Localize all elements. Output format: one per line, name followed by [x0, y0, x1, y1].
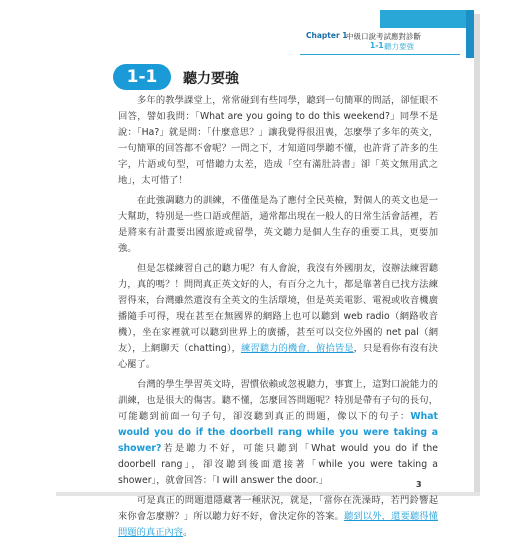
- page-shadow-right: [474, 14, 480, 492]
- header-section-title: 聽力要強: [384, 42, 414, 51]
- header-rule: [300, 54, 460, 55]
- paragraph-4-tail: 若是聽力不好，可能只聽到「What would you do if the doorbell rang」，卻沒聽到後面還接著「while you were taking a shower」，就會回答：「I will answer the door.」: [118, 443, 438, 486]
- header-chapter-label: Chapter 1: [306, 31, 348, 40]
- paragraph-3-text: 但是怎樣練習自己的聽力呢？有人會說，我沒有外國朋友，沒辦法練習聽力，真的嗎？！問問真正英文好的人，有百分之九十，都是靠著自已找方法練習得來，台灣雖然還沒有全英文的生活環境，但是英美電影、電視或收音機廣播隨手可得，現在甚至在無國界的網路上也可以聽到 web radio（網路收音機），坐在家裡就可以聽到世界上的廣播，甚至可以交位外國的 net pal（網友），上網聊天（chatting），: [118, 263, 438, 354]
- paragraph-2: [118, 193, 438, 257]
- section-title: 聽力要強: [183, 71, 239, 87]
- paragraph-1-text: 多年的教學課堂上，常常碰到有些同學，聽到一句簡單的問話，卻怔眼不回答，譬如我問：「What are you going to do this weekend?」同學不是說：「Ha?」就是問：「什麼意思？」讓我覺得很沮喪，怎麼學了多年的英文，一句簡單的回答都不會呢？一問之下，才知道同學聽不懂，也許背了許多的生字，片語或句型，可惜聽力太差，造成「空有滿肚詩書」卻「英文無用武之地」，太可惜了！: [118, 95, 438, 186]
- paragraph-4: [118, 377, 438, 489]
- paragraph-5: [118, 493, 438, 541]
- paragraph-5-highlight: 聽到以外，還要聽得懂問題的真正內容: [118, 511, 438, 538]
- header-color-stripe: [380, 10, 474, 28]
- paragraph-5-text: 可是真正的問題還隱藏著一種狀況，就是，「當你在洗澡時，若門鈴響起來你會怎麼辦？」所以聽力好不好，會決定你的答案。: [118, 495, 438, 522]
- paragraph-4-text: 台灣的學生學習英文時，習慣依賴或忽視聽力，事實上，這對口說能力的訓練，也是很大的傷害。聽不懂，怎麼回答問題呢？特別是帶有子句的長句，可能聽到前面一句子句，卻沒聽到真正的問題，像以下的句子：: [118, 379, 438, 422]
- paragraph-1: [118, 93, 438, 189]
- example-question-highlight: What would you do if the doorbell rang while you were taking a shower?: [118, 411, 438, 454]
- section-number-badge: 1-1: [113, 64, 171, 90]
- paragraph-5-tail: 。: [183, 527, 193, 538]
- header-chapter-title: 中級口說考試應對診斷: [346, 32, 421, 41]
- paragraph-3: [118, 261, 438, 373]
- paragraph-3-highlight: 練習聽力的機會，俯拾皆是: [241, 343, 354, 354]
- paragraph-3-tail: ，只是看你有沒有決心罷了。: [118, 343, 438, 370]
- header-section-number: 1-1: [370, 41, 384, 50]
- page-number: 3: [416, 480, 422, 489]
- body-text: [118, 93, 438, 545]
- chapter-side-tab: [466, 10, 474, 58]
- paragraph-2-text: 在此強調聽力的訓練，不僅僅是為了應付全民英檢，對個人的英文也是一大幫助，特別是一些口語或俚語，通常都出現在一般人的日常生活會話裡，若是將來有計畫要出國旅遊或留學，英文聽力是個人生存的重要工具，更要加強。: [118, 195, 438, 254]
